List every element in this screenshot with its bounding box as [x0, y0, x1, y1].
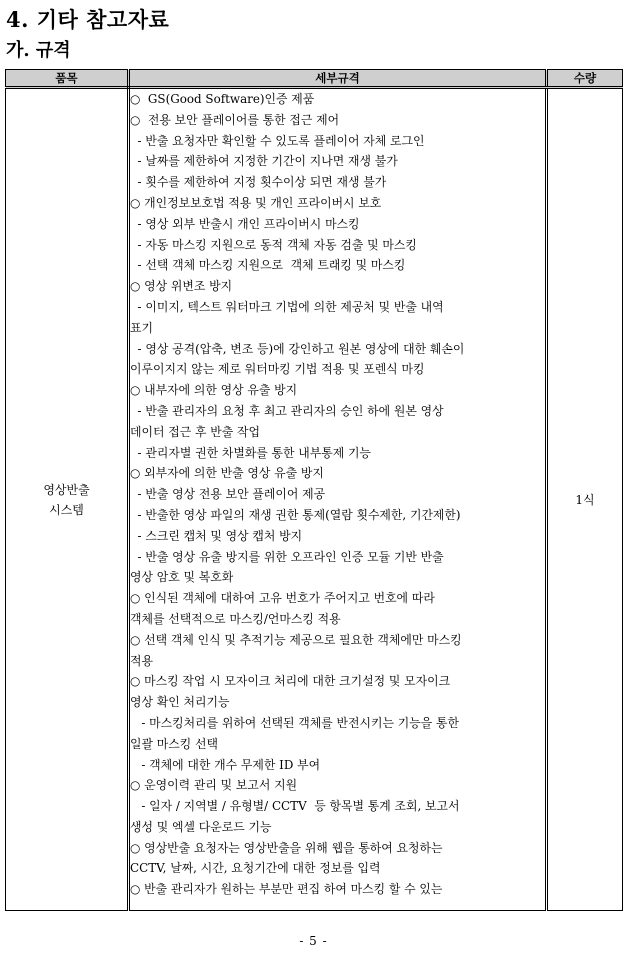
spec-line: ○ 개인정보보호법 적용 및 개인 프라이버시 보호 — [130, 195, 382, 210]
spec-line: 영상 암호 및 복호화 — [130, 570, 234, 585]
spec-line: - 마스킹처리를 위하여 선택된 객체를 반전시키는 기능을 통한 — [130, 715, 459, 730]
header-detail-spec: 세부규격 — [129, 70, 547, 88]
spec-line: ○ 내부자에 의한 영상 유출 방지 — [130, 383, 298, 398]
spec-line: 영상 확인 처리기능 — [130, 695, 230, 710]
page-number: - 5 - — [299, 934, 328, 948]
spec-line: - 반출 요청자만 확인할 수 있도록 플레이어 자체 로그인 — [130, 133, 425, 148]
spec-line: - 선택 객체 마스킹 지원으로 객체 트래킹 및 마스킹 — [130, 258, 406, 273]
spec-line: - 자동 마스킹 지원으로 동적 객체 자동 검출 및 마스킹 — [130, 237, 417, 252]
spec-line: ○ 영상 위변조 방지 — [130, 279, 233, 294]
spec-line: ○ 운영이력 관리 및 보고서 지원 — [130, 778, 298, 793]
spec-line: 적용 — [130, 653, 153, 668]
spec-line: - 날짜를 제한하여 지정한 기간이 지나면 재생 불가 — [130, 154, 398, 169]
table-header-row — [6, 70, 623, 88]
spec-line: - 반출 영상 전용 보안 플레이어 제공 — [130, 487, 326, 502]
spec-table — [5, 69, 623, 911]
spec-line: ○ 인식된 객체에 대하여 고유 번호가 주어지고 번호에 따라 — [130, 591, 435, 606]
spec-line: - 관리자별 권한 차별화를 통한 내부통제 기능 — [130, 445, 372, 460]
spec-line: 일괄 마스킹 선택 — [130, 736, 218, 751]
detail-spec-cell — [129, 88, 547, 911]
item-name-line: 시스템 — [49, 502, 84, 517]
spec-line: - 객체에 대한 개수 무제한 ID 부여 — [130, 757, 321, 772]
spec-line: ○ 영상반출 요청자는 영상반출을 위해 웹을 통하여 요청하는 — [130, 840, 443, 855]
spec-line: - 횟수를 제한하여 지정 횟수이상 되면 재생 불가 — [130, 175, 387, 190]
table-row — [6, 88, 623, 911]
spec-line: - 반출한 영상 파일의 재생 권한 통제(열람 횟수제한, 기간제한) — [130, 507, 461, 522]
spec-line: ○ 반출 관리자가 원하는 부분만 편집 하여 마스킹 할 수 있는 — [130, 882, 443, 897]
spec-line: 표기 — [130, 320, 153, 335]
spec-line: 이루이지지 않는 제로 워터마킹 기법 적용 및 포렌식 마킹 — [130, 362, 425, 377]
item-cell — [6, 88, 129, 911]
spec-line: - 이미지, 텍스트 워터마크 기법에 의한 제공처 및 반출 내역 — [130, 299, 444, 314]
spec-line: - 일자 / 지역별 / 유형별/ CCTV 등 항목별 통계 조회, 보고서 — [130, 799, 460, 814]
subsection-title: 가. 규격 — [6, 40, 71, 61]
spec-line: - 반출 관리자의 요청 후 최고 관리자의 승인 하에 원본 영상 — [130, 403, 444, 418]
section-title: 4. 기타 참고자료 — [6, 7, 170, 32]
header-item: 품목 — [6, 70, 129, 88]
spec-line: - 영상 외부 반출시 개인 프라이버시 마스킹 — [130, 216, 360, 231]
spec-line: ○ 선택 객체 인식 및 추적기능 제공으로 필요한 객체에만 마스킹 — [130, 632, 462, 647]
spec-line: ○ 외부자에 의한 반출 영상 유출 방지 — [130, 466, 324, 481]
spec-line: ○ 전용 보안 플레이어를 통한 접근 제어 — [130, 112, 340, 127]
header-quantity: 수량 — [547, 70, 623, 88]
item-name-line: 영상반출 — [43, 482, 90, 497]
spec-line: - 영상 공격(압축, 변조 등)에 강인하고 원본 영상에 대한 훼손이 — [130, 341, 465, 356]
quantity-cell: 1식 — [547, 88, 623, 911]
spec-line: CCTV, 날짜, 시간, 요청기간에 대한 정보를 입력 — [130, 861, 381, 876]
spec-line: ○ GS(Good Software)인증 제품 — [130, 92, 315, 106]
spec-line: ○ 마스킹 작업 시 모자이크 처리에 대한 크기설정 및 모자이크 — [130, 674, 451, 689]
spec-line: - 반출 영상 유출 방지를 위한 오프라인 인증 모듈 기반 반출 — [130, 549, 444, 564]
spec-line: 데이터 접근 후 반출 작업 — [130, 424, 260, 439]
spec-line: 생성 및 엑셀 다운로드 기능 — [130, 819, 272, 834]
spec-line: 객체를 선택적으로 마스킹/언마스킹 적용 — [130, 611, 341, 626]
spec-line: - 스크린 캡처 및 영상 캡처 방지 — [130, 528, 303, 543]
